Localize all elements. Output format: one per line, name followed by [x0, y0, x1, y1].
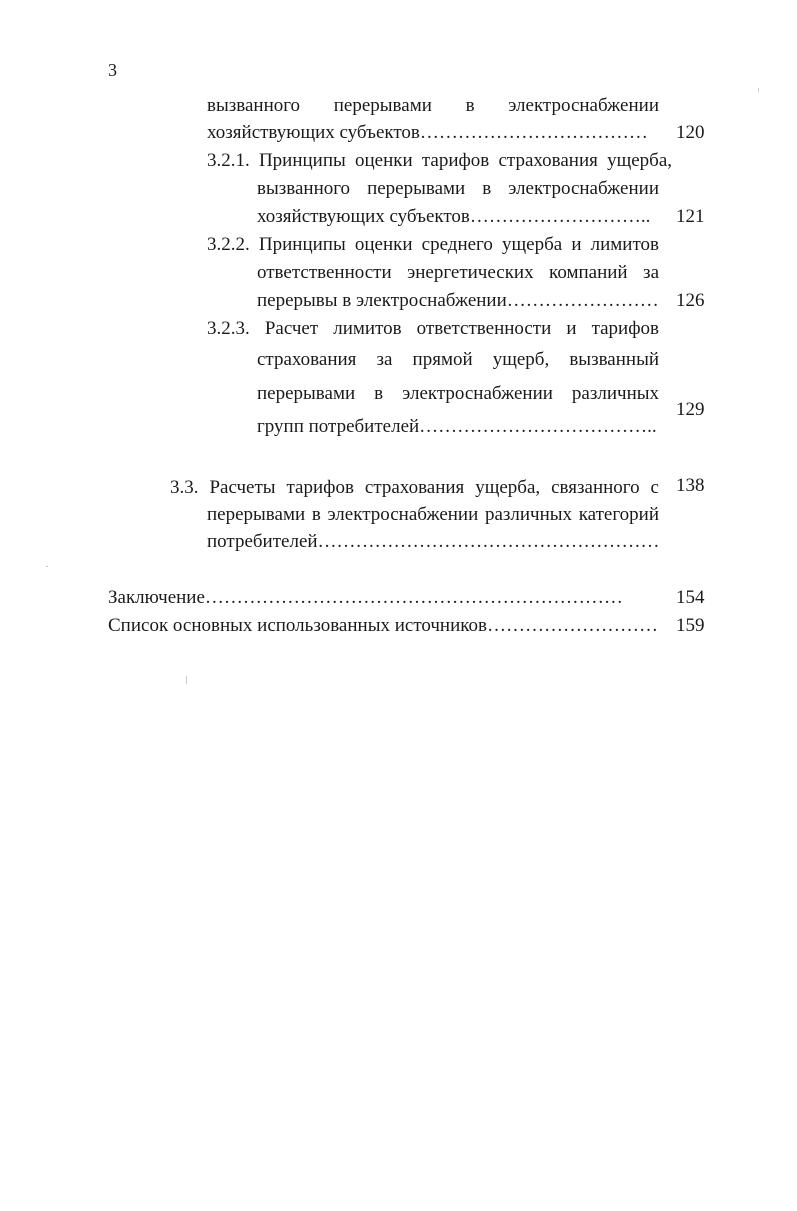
- scan-speck: [186, 676, 187, 684]
- toc-entry-sources: Список основных использованных источников………………………: [108, 615, 659, 636]
- toc-entry-3-2-3: 3.2.3. Расчет лимитов ответственности и тарифов: [207, 318, 659, 339]
- toc-entry-3-3: 3.3. Расчеты тарифов страхования ущерба, связанного с: [170, 477, 659, 498]
- toc-line: страхования за прямой ущерб, вызванный: [257, 349, 659, 370]
- scan-speck: [46, 566, 48, 567]
- toc-entry-conclusion: Заключение…………………………………………………………: [108, 587, 623, 608]
- toc-page-number: 129: [676, 399, 705, 420]
- toc-line: потребителей………………………………………………: [207, 531, 660, 552]
- page-number: 3: [108, 60, 117, 80]
- toc-entry-3-2-2: 3.2.2. Принципы оценки среднего ущерба и лимитов: [207, 234, 659, 255]
- scan-speck: [758, 88, 759, 92]
- toc-line: хозяйствующих субъектов………………………………: [207, 122, 648, 143]
- toc-page-number: 154: [676, 587, 705, 608]
- toc-page-number: 120: [676, 122, 705, 143]
- toc-line: ответственности энергетических компаний за: [257, 262, 659, 283]
- toc-line: групп потребителей………………………………..: [257, 416, 657, 437]
- toc-line: вызванного перерывами в электроснабжении: [207, 95, 659, 116]
- toc-page-number: 121: [676, 206, 705, 227]
- toc-line: хозяйствующих субъектов………………………..: [257, 206, 651, 227]
- toc-entry-3-2-1: 3.2.1. Принципы оценки тарифов страхования ущерба,: [207, 150, 672, 171]
- toc-line: вызванного перерывами в электроснабжении: [257, 178, 659, 199]
- toc-page-number: 159: [676, 615, 705, 636]
- toc-line: перерывы в электроснабжении……………………: [257, 290, 659, 311]
- toc-line: перерывами в электроснабжении различных: [257, 383, 659, 404]
- toc-line: перерывами в электроснабжении различных категорий: [207, 504, 659, 525]
- toc-page-number: 126: [676, 290, 705, 311]
- toc-page-number: 138: [676, 475, 705, 496]
